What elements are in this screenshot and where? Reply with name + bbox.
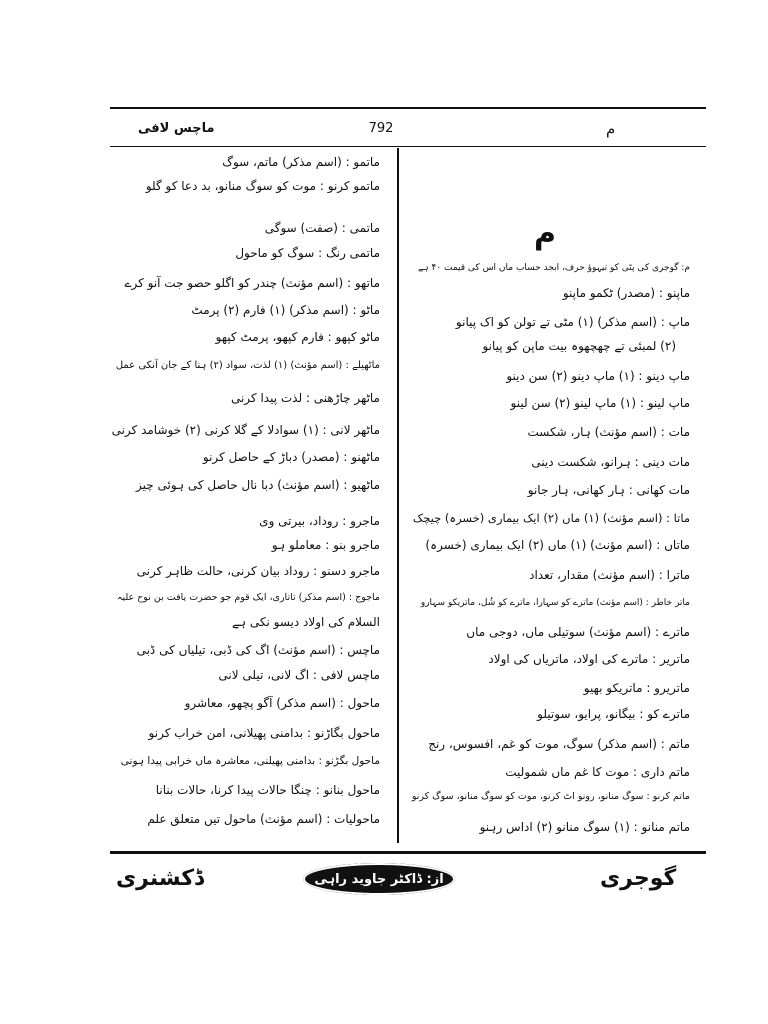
dictionary-entry: ماتم : (اسم مذکر) سوگ، موت کو غم، افسوس، رنج	[428, 737, 690, 751]
section-letter: م	[534, 216, 556, 251]
author-name: از: ڈاکٹر جاوید راہی	[314, 871, 444, 887]
dictionary-entry: مات کھانی : ہار کھانی، ہار جانو	[527, 483, 690, 497]
dictionary-entry: ماتمی : (صفت) سوگی	[264, 221, 380, 235]
header-bottom-rule	[110, 146, 706, 147]
dictionary-entry: ماتم منانو : (۱) سوگ منانو (۲) اداس رہنو	[479, 820, 690, 834]
dictionary-entry: ماپ : (اسم مذکر) (۱) مٹی تے تولن کو اک پیانو	[455, 315, 690, 329]
entry-continuation: (۲) لمبئی تے چھچھوہ بیت ماپن کو پیانو	[482, 339, 676, 353]
dictionary-entry: ماچس : (اسم مؤنث) اگ کی ڈبی، تیلیاں کی ڈبی	[136, 643, 380, 657]
dictionary-entry: ماجرو بنو : معاملو ہو	[271, 538, 380, 552]
dictionary-entry: ماٹھر لانی : (۱) سوادلا کے گلا کرنی (۲) خوشامد کرنی	[112, 423, 380, 437]
header-guide-word: ماچس لافی	[138, 121, 215, 136]
dictionary-entry: ماتم داری : موت کا غم ماں شمولیت	[505, 765, 690, 779]
footer-rule	[110, 851, 706, 854]
column-divider	[397, 148, 399, 843]
dictionary-entry: ماحول : (اسم مذکر) آگو پچھو، معاشرو	[184, 696, 380, 710]
dictionary-entry: مات : (اسم مؤنث) ہار، شکست	[527, 425, 690, 439]
dictionary-entry: مات دینی : ہرانو، شکست دینی	[531, 455, 690, 469]
header-top-rule	[110, 107, 706, 109]
dictionary-entry: ماتھو : (اسم مؤنث) چندر کو اگلو حصو جت آنو کرے	[124, 276, 380, 290]
dictionary-entry: ماترے کو : بیگانو، پرایو، سوتیلو	[537, 707, 690, 721]
dictionary-entry: ماتاں : (اسم مؤنث) (۱) ماں (۲) ایک بیماری (خسرہ)	[425, 538, 690, 552]
dictionary-entry: ماجرو دسنو : روداد بیان کرنی، حالت ظاہر کرنی	[136, 564, 380, 578]
dictionary-entry: ماحولیات : (اسم مؤنث) ماحول تیں متعلق علم	[147, 812, 380, 826]
dictionary-entry: ماٹو : (اسم مذکر) (۱) فارم (۲) پرمٹ	[191, 303, 380, 317]
dictionary-entry: ماتر خاطر : (اسم مؤنث) ماترے کو سہارا، ماترے کو شُل، ماتریکو سہارو	[420, 598, 690, 608]
dictionary-entry: م: گوجری کی پٹی کو تیہوؤ حرف، ابجد حساب ماں اس کی قیمت ۴۰ ہے	[418, 263, 690, 273]
dictionary-entry: ماپ دینو : (۱) ماپ دینو (۲) سن دینو	[506, 369, 690, 383]
dictionary-entry: ماحول بنانو : چنگا حالات پیدا کرنا، حالات بنانا	[155, 783, 380, 797]
dictionary-entry: ماٹھنو : (مصدر) دباڑ کے حاصل کرنو	[202, 450, 380, 464]
dictionary-entry: ماحول بگڑنو : بدامنی پھیلنی، معاشرہ ماں خرابی پیدا ہونی	[120, 755, 380, 767]
dictionary-entry: ماپنو : (مصدر) ٹکمو ماپنو	[562, 286, 690, 300]
dictionary-entry: ماپ لینو : (۱) ماپ لینو (۲) سن لینو	[510, 396, 690, 410]
entry-continuation: السلام کی اولاد دیسو نکی ہے	[231, 615, 380, 629]
page-number: 792	[368, 121, 394, 136]
header-letter: م	[606, 120, 616, 138]
author-badge	[303, 863, 455, 895]
dictionary-entry: ماتا : (اسم مؤنث) (۱) ماں (۲) ایک بیماری (خسرہ) چیچک	[412, 511, 690, 525]
dictionary-entry: ماچس لافی : اگ لانی، تیلی لانی	[218, 668, 380, 682]
dictionary-entry: ماٹھیو : (اسم مؤنث) دبا نال حاصل کی ہوئی چیز	[136, 478, 380, 492]
footer-language-word: گوجری	[600, 866, 677, 891]
dictionary-entry: ماتمو کرنو : موت کو سوگ منانو، بد دعا کو گلو	[145, 179, 380, 193]
dictionary-entry: ماترے : (اسم مؤنث) سوتیلی ماں، دوجی ماں	[466, 625, 690, 639]
dictionary-entry: ماترا : (اسم مؤنث) مقدار، تعداد	[529, 568, 690, 582]
dictionary-entry: ماٹھیلے : (اسم مؤنث) (۱) لذت، سواد (۲) ہنا کے جان آنکی عمل	[115, 360, 380, 371]
dictionary-entry: ماحول بگاڑنو : بدامنی پھیلانی، امن خراب کرنو	[148, 726, 380, 740]
dictionary-entry: ماٹو کپھو : فارم کپھو، پرمٹ کپھو	[215, 330, 380, 344]
dictionary-entry: ماتریرو : ماتریکو بھیو	[583, 681, 690, 695]
dictionary-entry: ماجرو : روداد، بیرتی وی	[259, 514, 380, 528]
dictionary-entry: ماتمو : (اسم مذکر) ماتم، سوگ	[222, 155, 380, 169]
footer-dictionary-word: ڈکشنری	[116, 866, 204, 891]
dictionary-entry: ماجوج : (اسم مذکر) تاتاری، ایک قوم جو حضرت یافت بن نوح علیہ	[116, 592, 380, 603]
dictionary-entry: ماٹھر چاڑھنی : لذت پیدا کرنی	[230, 391, 380, 405]
dictionary-entry: ماتم کرنو : سوگ منانو، رونو اٹ کرنو، موت کو سوگ منانو، سوگ کرنو	[411, 791, 690, 802]
dictionary-entry: ماتریر : ماترے کی اولاد، ماتریاں کی اولاد	[488, 652, 690, 666]
dictionary-entry: ماتمی رنگ : سوگ کو ماحول	[235, 246, 380, 260]
